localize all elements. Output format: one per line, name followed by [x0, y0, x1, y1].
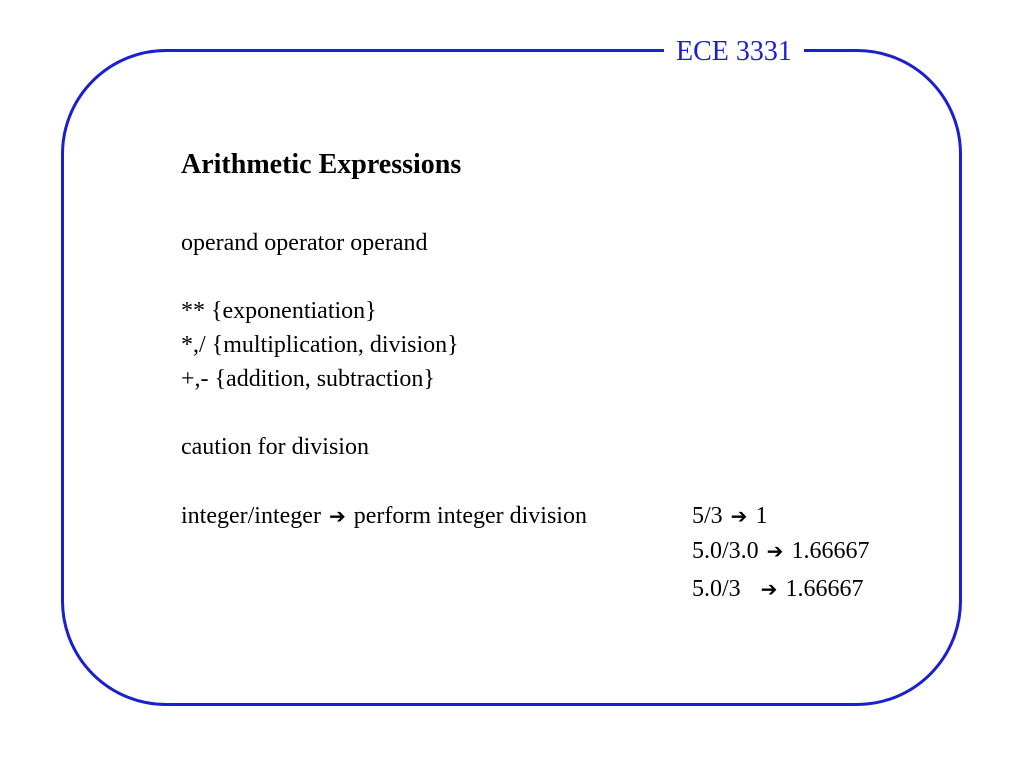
course-label: ECE 3331 [664, 33, 804, 71]
right-arrow-icon: ➔ [730, 504, 748, 528]
example-result: 1.66667 [785, 576, 864, 602]
example-row [692, 574, 863, 604]
example-expression: 5/3 [692, 503, 723, 529]
example-result: 1.66667 [791, 538, 870, 564]
caution-text: caution for division [181, 434, 369, 460]
expression-form: operand operator operand [181, 230, 428, 256]
division-operands: integer/integer [181, 503, 321, 529]
operator-multiplication-division: *,/ {multiplication, division} [181, 332, 459, 358]
right-arrow-icon: ➔ [328, 504, 346, 528]
integer-division-rule [181, 501, 587, 531]
right-arrow-icon: ➔ [766, 539, 784, 563]
right-arrow-icon: ➔ [760, 577, 778, 601]
example-row [692, 536, 869, 566]
operator-exponentiation: ** {exponentiation} [181, 298, 377, 324]
example-expression: 5.0/3 [692, 576, 741, 602]
example-result: 1 [755, 503, 768, 529]
operator-addition-subtraction: +,- {addition, subtraction} [181, 366, 435, 392]
example-expression: 5.0/3.0 [692, 538, 759, 564]
division-description: perform integer division [353, 503, 587, 529]
example-row [692, 501, 767, 531]
slide-title: Arithmetic Expressions [181, 149, 462, 180]
